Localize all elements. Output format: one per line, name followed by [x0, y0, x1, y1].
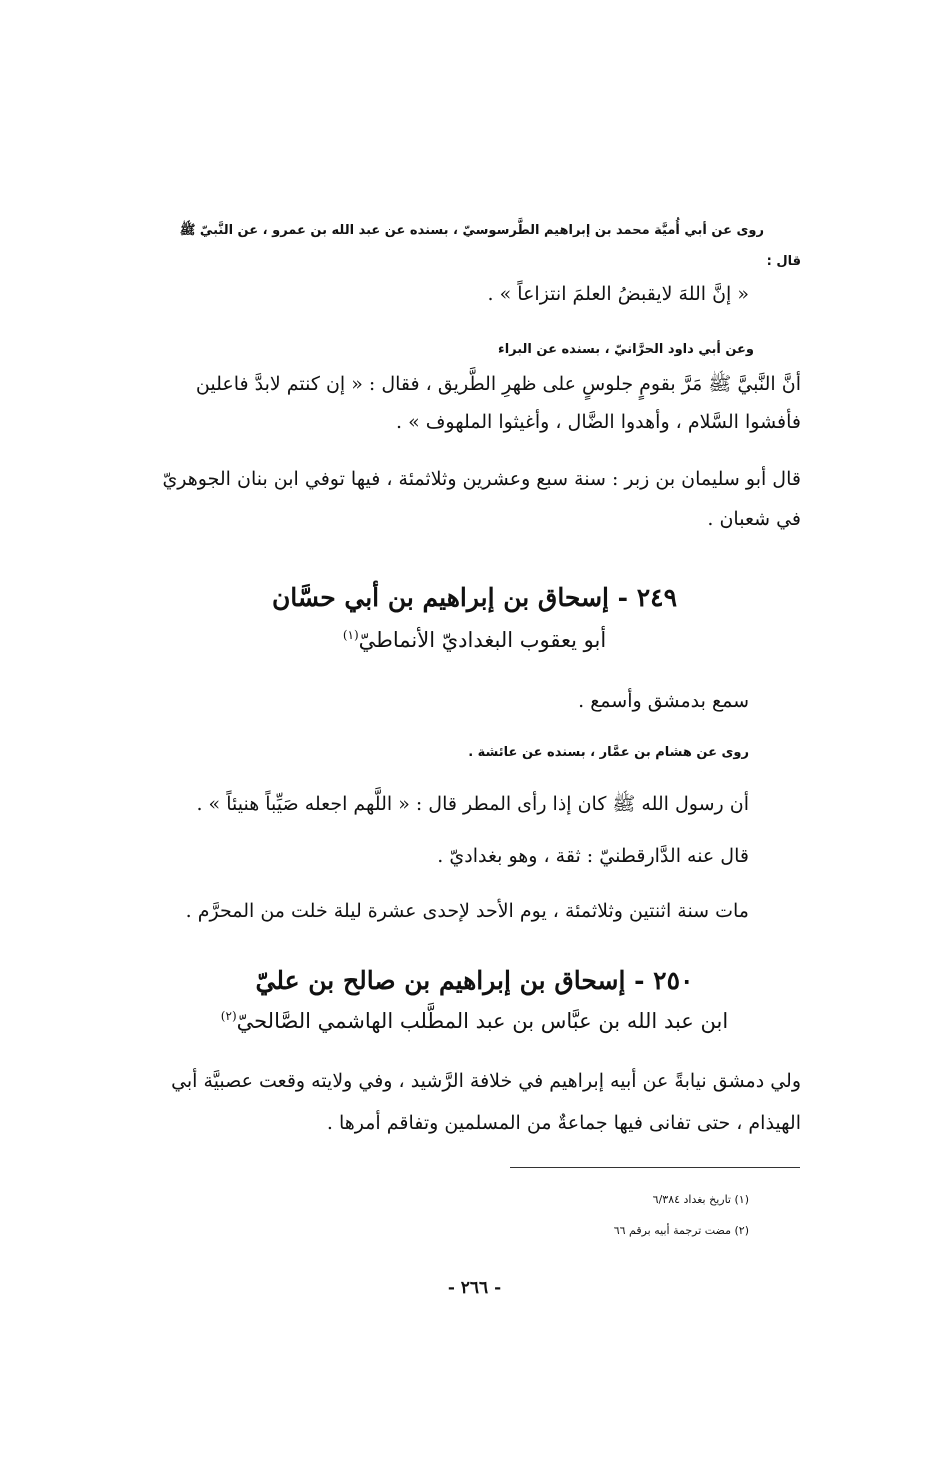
- subtitle-text: أبو يعقوب البغداديّ الأنماطيّ: [358, 628, 607, 652]
- footnote-ref: (١): [342, 628, 359, 642]
- note-text: في شعبان .: [707, 508, 801, 530]
- note-text: قال أبو سليمان بن زبر : سنة سبع وعشرين وثلاثمئة ، فيها توفي ابن بنان الجوهريّ: [162, 468, 801, 490]
- body-text: سمع بدمشق وأسمع .: [578, 690, 749, 712]
- isnad-line: روى عن أبي أُميَّة محمد بن إبراهيم الطَّرسوسيّ ، بسنده عن عبد الله بن عمرو ، عن النَّبيّ ﷺ: [179, 223, 764, 238]
- entry-title: ٢٤٩ - إسحاق بن إبراهيم بن أبي حسَّان: [271, 583, 678, 612]
- body-text: ولي دمشق نيابةً عن أبيه إبراهيم في خلافة الرَّشيد ، وفي ولايته وقعت عصبيَّة أبي: [171, 1070, 801, 1092]
- entry-title: ٢٥٠ - إسحاق بن إبراهيم بن صالح بن عليّ: [255, 966, 694, 995]
- isnad-continuation: قال :: [766, 254, 801, 269]
- footnote: (٢) مضت ترجمة أبيه برقم ٦٦: [613, 1224, 749, 1237]
- body-text: مات سنة اثنتين وثلاثمئة ، يوم الأحد لإحدى عشرة ليلة خلت من المحرَّم .: [185, 900, 749, 922]
- isnad-line: روى عن هشام بن عمَّار ، بسنده عن عائشة .: [468, 745, 749, 760]
- footnote-ref: (٢): [220, 1009, 237, 1023]
- entry-subtitle: [0, 1009, 949, 1033]
- body-text: قال عنه الدَّارقطنيّ : ثقة ، وهو بغداديّ .: [437, 845, 749, 867]
- footnote-separator: [510, 1167, 800, 1168]
- hadith-text: « إنَّ اللهَ لايقبضُ العلمَ انتزاعاً » .: [487, 283, 749, 305]
- body-text: الهيذام ، حتى تفانى فيها جماعةٌ من المسلمين وتفاقم أمرها .: [326, 1112, 801, 1134]
- isnad-line: وعن أبي داود الحرَّانيّ ، بسنده عن البراء: [498, 342, 754, 357]
- hadith-text: فأفشوا السَّلام ، وأهدوا الضَّال ، وأغيثوا الملهوف » .: [395, 411, 801, 433]
- hadith-text: أن رسول الله ﷺ كان إذا رأى المطر قال : « اللَّهم اجعله صَيِّباً هنيئاً » .: [196, 793, 749, 815]
- subtitle-text: ابن عبد الله بن عبَّاس بن عبد المطَّلب الهاشمي الصَّالحيّ: [236, 1009, 729, 1033]
- footnote: (١) تاريخ بغداد ٦/٣٨٤: [652, 1193, 749, 1206]
- page-number: - ٢٦٦ -: [447, 1278, 502, 1298]
- hadith-text: أنَّ النَّبيَّ ﷺ مَرَّ بقومٍ جلوسٍ على ظهرِ الطَّريق ، فقال : « إن كنتم لابدَّ فاعلين: [195, 373, 801, 395]
- entry-subtitle: [0, 628, 949, 652]
